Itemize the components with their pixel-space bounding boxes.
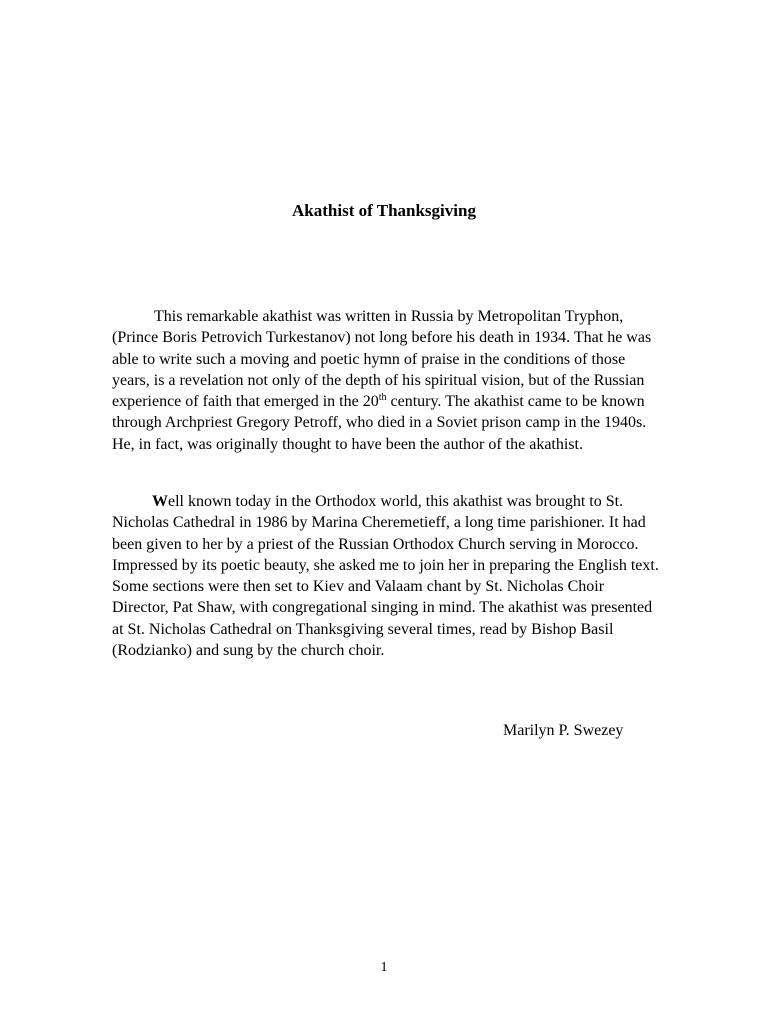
paragraph-history [112, 491, 660, 661]
paragraph-introduction-text-end: century. The akathist came to be known through Archpriest Gregory Petroff, who died in a Soviet prison camp in the 1940s. He, in fact, was originally thought to have been the author of the akathist. [112, 393, 647, 453]
ordinal-number: 20 [362, 393, 379, 411]
page-number: 1 [380, 960, 388, 975]
paragraph-introduction-text-start: This remarkable akathist was written in Russia by Metropolitan Tryphon, (Prince Boris Petrovich Turkestanov) not long before his death in 1934. That he was able to write such a moving and poetic hymn of praise in the conditions of those years, is a revelation not only of the depth of his spiritual vision, but of the Russian experience of faith that emerged in the [112, 308, 652, 411]
paragraph-introduction [112, 306, 660, 455]
paragraph-history-text: ell known today in the Orthodox world, this akathist was brought to St. Nicholas Cathedral in 1986 by Marina Cheremetieff, a long time parishioner. It had been given to her by a priest of the Russian Orthodox Church serving in Morocco. Impressed by its poetic beauty, she asked me to join her in preparing the English text. Some sections were then set to Kiev and Valaam chant by St. Nicholas Choir Director, Pat Shaw, with congregational singing in mind. The akathist was presented at St. Nicholas Cathedral on Thanksgiving several times, read by Bishop Basil (Rodzianko) and sung by the church choir. [112, 493, 659, 660]
author-signature: Marilyn P. Swezey [503, 722, 624, 739]
document-title: Akathist of Thanksgiving [292, 201, 476, 220]
ordinal-suffix: th [378, 392, 387, 404]
paragraph-history-first-letter: W [152, 493, 168, 510]
